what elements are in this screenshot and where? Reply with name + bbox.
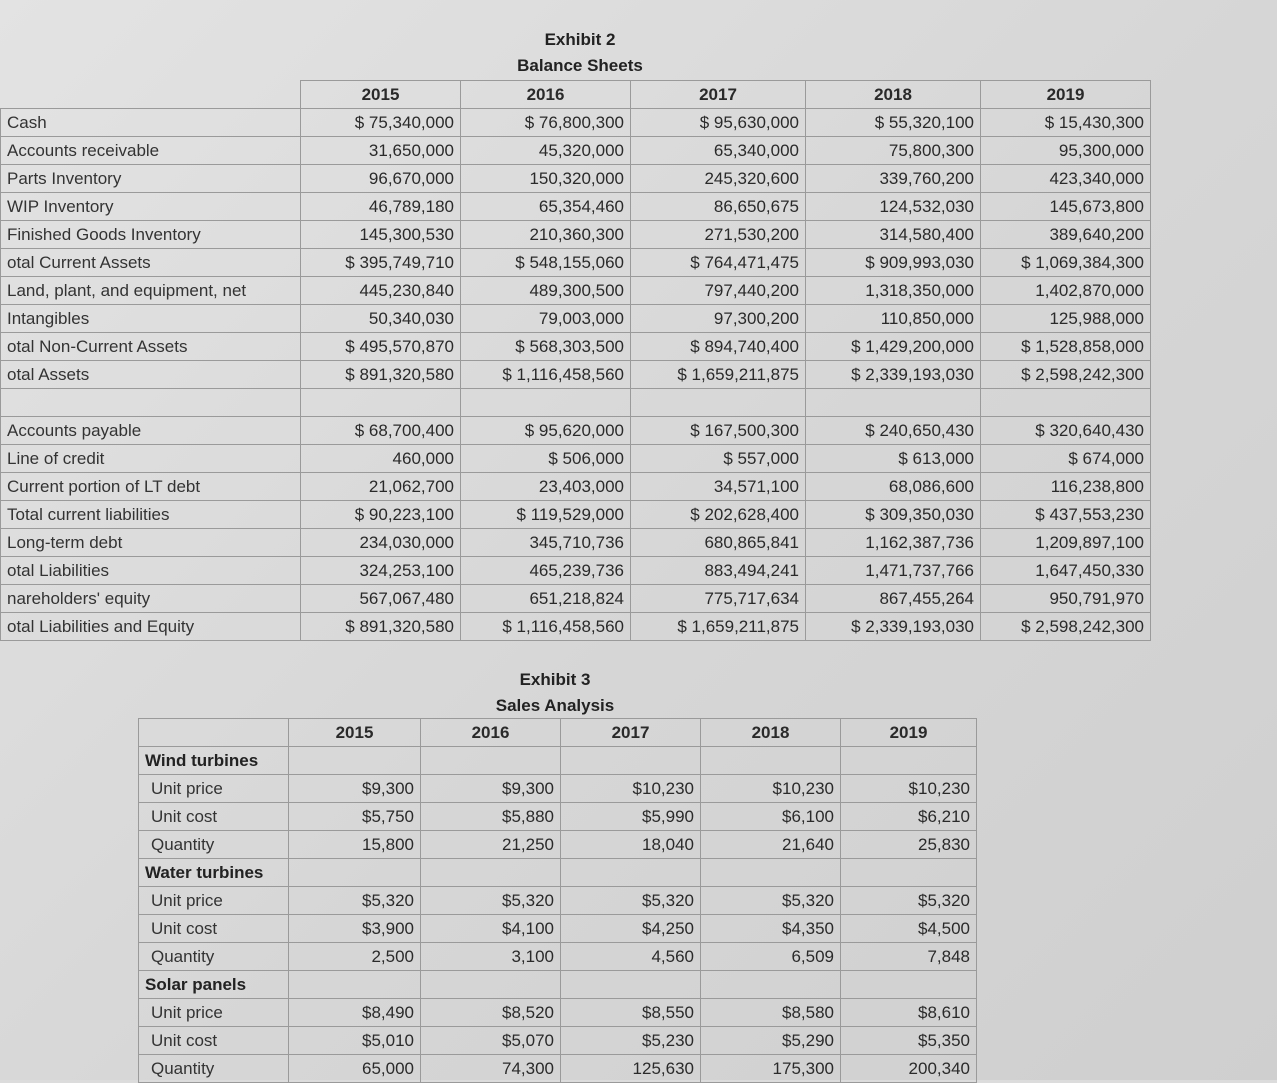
cell-value: 460,000 <box>301 445 461 473</box>
cell-value: $4,500 <box>841 915 977 943</box>
empty-cell <box>421 859 561 887</box>
group-row <box>139 747 977 775</box>
table-row <box>1 361 1151 389</box>
table-row <box>139 999 977 1027</box>
cell-value: $ 1,116,458,560 <box>461 613 631 641</box>
year-header-row <box>139 719 977 747</box>
cell-value: $ 95,620,000 <box>461 417 631 445</box>
row-label: Unit cost <box>139 1027 289 1055</box>
cell-value: 68,086,600 <box>806 473 981 501</box>
cell-value: 145,300,530 <box>301 221 461 249</box>
cell-value: $ 548,155,060 <box>461 249 631 277</box>
cell-value: 389,640,200 <box>981 221 1151 249</box>
cell-value: 21,640 <box>701 831 841 859</box>
cell-value: $ 76,800,300 <box>461 109 631 137</box>
table-row <box>139 1055 977 1083</box>
cell-value: $5,290 <box>701 1027 841 1055</box>
empty-cell <box>421 971 561 999</box>
cell-value: 200,340 <box>841 1055 977 1083</box>
cell-value: 23,403,000 <box>461 473 631 501</box>
empty-cell <box>841 859 977 887</box>
cell-value: $ 240,650,430 <box>806 417 981 445</box>
row-label: Unit cost <box>139 915 289 943</box>
cell-value: $ 395,749,710 <box>301 249 461 277</box>
label-header <box>1 81 301 109</box>
cell-value: 339,760,200 <box>806 165 981 193</box>
cell-value: $ 894,740,400 <box>631 333 806 361</box>
year-header-row <box>1 81 1151 109</box>
cell-value: $ 15,430,300 <box>981 109 1151 137</box>
row-label: Unit price <box>139 775 289 803</box>
cell-value: 1,318,350,000 <box>806 277 981 305</box>
cell-value: 125,988,000 <box>981 305 1151 333</box>
cell-value: 7,848 <box>841 943 977 971</box>
cell-value: $5,320 <box>701 887 841 915</box>
cell-value: 1,647,450,330 <box>981 557 1151 585</box>
group-row <box>139 859 977 887</box>
cell-value: 4,560 <box>561 943 701 971</box>
row-label: Land, plant, and equipment, net <box>1 277 301 305</box>
exhibit2-subtitle: Balance Sheets <box>517 56 643 75</box>
group-row <box>139 971 977 999</box>
table-row <box>1 613 1151 641</box>
group-label: Water turbines <box>139 859 289 887</box>
table-row <box>1 193 1151 221</box>
exhibit2-title: Exhibit 2 <box>544 30 616 49</box>
cell-value: $ 613,000 <box>806 445 981 473</box>
group-label: Wind turbines <box>139 747 289 775</box>
table-row <box>139 943 977 971</box>
year-header-2017: 2017 <box>631 81 806 109</box>
cell-value: 1,402,870,000 <box>981 277 1151 305</box>
cell-value: 1,209,897,100 <box>981 529 1151 557</box>
cell-value: 6,509 <box>701 943 841 971</box>
cell-value: $ 568,303,500 <box>461 333 631 361</box>
row-label: Finished Goods Inventory <box>1 221 301 249</box>
row-label: WIP Inventory <box>1 193 301 221</box>
cell-value: $ 202,628,400 <box>631 501 806 529</box>
year-header-2018: 2018 <box>701 719 841 747</box>
cell-value: $ 1,659,211,875 <box>631 361 806 389</box>
row-label: Line of credit <box>1 445 301 473</box>
cell-value: $ 1,429,200,000 <box>806 333 981 361</box>
cell-value: 324,253,100 <box>301 557 461 585</box>
row-label: Quantity <box>139 831 289 859</box>
empty-cell <box>701 859 841 887</box>
cell-value: 18,040 <box>561 831 701 859</box>
section-spacer <box>1 389 1151 417</box>
row-label: Parts Inventory <box>1 165 301 193</box>
row-label: Quantity <box>139 943 289 971</box>
cell-value: $ 167,500,300 <box>631 417 806 445</box>
cell-value: 74,300 <box>421 1055 561 1083</box>
cell-value: 110,850,000 <box>806 305 981 333</box>
cell-value: $ 909,993,030 <box>806 249 981 277</box>
cell-value: 65,354,460 <box>461 193 631 221</box>
cell-value: $ 55,320,100 <box>806 109 981 137</box>
cell-value: $9,300 <box>289 775 421 803</box>
cell-value: 79,003,000 <box>461 305 631 333</box>
cell-value: $8,520 <box>421 999 561 1027</box>
table-row <box>1 585 1151 613</box>
cell-value: $5,990 <box>561 803 701 831</box>
cell-value: $5,880 <box>421 803 561 831</box>
sales-analysis-table <box>138 718 977 1083</box>
cell-value: $ 309,350,030 <box>806 501 981 529</box>
cell-value: 345,710,736 <box>461 529 631 557</box>
cell-value: 145,673,800 <box>981 193 1151 221</box>
cell-value: 65,340,000 <box>631 137 806 165</box>
cell-value: 797,440,200 <box>631 277 806 305</box>
cell-value: 21,250 <box>421 831 561 859</box>
empty-cell <box>701 971 841 999</box>
cell-value: 465,239,736 <box>461 557 631 585</box>
cell-value: 234,030,000 <box>301 529 461 557</box>
cell-value: $6,100 <box>701 803 841 831</box>
exhibit3-subtitle: Sales Analysis <box>495 696 615 715</box>
cell-value: $4,350 <box>701 915 841 943</box>
cell-value: $ 891,320,580 <box>301 613 461 641</box>
cell-value: 75,800,300 <box>806 137 981 165</box>
table-row <box>139 915 977 943</box>
cell-value: $ 1,116,458,560 <box>461 361 631 389</box>
cell-value: $8,550 <box>561 999 701 1027</box>
row-label: Intangibles <box>1 305 301 333</box>
cell-value: $ 506,000 <box>461 445 631 473</box>
cell-value: 271,530,200 <box>631 221 806 249</box>
cell-value: $ 764,471,475 <box>631 249 806 277</box>
table-row <box>1 501 1151 529</box>
cell-value: 3,100 <box>421 943 561 971</box>
cell-value: $10,230 <box>841 775 977 803</box>
empty-cell <box>289 971 421 999</box>
cell-value: $5,320 <box>421 887 561 915</box>
table-row <box>1 417 1151 445</box>
row-label: Long-term debt <box>1 529 301 557</box>
cell-value: $5,320 <box>289 887 421 915</box>
cell-value: 116,238,800 <box>981 473 1151 501</box>
cell-value: $5,320 <box>561 887 701 915</box>
cell-value: $8,580 <box>701 999 841 1027</box>
year-header-2016: 2016 <box>461 81 631 109</box>
cell-value: 883,494,241 <box>631 557 806 585</box>
cell-value: 445,230,840 <box>301 277 461 305</box>
cell-value: 25,830 <box>841 831 977 859</box>
cell-value: $5,070 <box>421 1027 561 1055</box>
cell-value: $ 1,528,858,000 <box>981 333 1151 361</box>
table-row <box>1 249 1151 277</box>
cell-value: $ 674,000 <box>981 445 1151 473</box>
cell-value: $ 119,529,000 <box>461 501 631 529</box>
balance-sheet-table <box>0 80 1151 641</box>
table-row <box>139 775 977 803</box>
cell-value: 150,320,000 <box>461 165 631 193</box>
row-label: otal Liabilities and Equity <box>1 613 301 641</box>
cell-value: $ 2,339,193,030 <box>806 361 981 389</box>
table-row <box>1 221 1151 249</box>
cell-value: $ 2,598,242,300 <box>981 361 1151 389</box>
cell-value: 489,300,500 <box>461 277 631 305</box>
empty-cell <box>561 859 701 887</box>
empty-cell <box>421 747 561 775</box>
year-header-2015: 2015 <box>301 81 461 109</box>
table-row <box>1 445 1151 473</box>
cell-value: $10,230 <box>561 775 701 803</box>
cell-value: 65,000 <box>289 1055 421 1083</box>
cell-value: $ 437,553,230 <box>981 501 1151 529</box>
cell-value: 1,471,737,766 <box>806 557 981 585</box>
row-label: Unit cost <box>139 803 289 831</box>
cell-value: $ 2,598,242,300 <box>981 613 1151 641</box>
table-row <box>1 557 1151 585</box>
cell-value: 651,218,824 <box>461 585 631 613</box>
cell-value: $4,250 <box>561 915 701 943</box>
cell-value: $ 75,340,000 <box>301 109 461 137</box>
cell-value: 867,455,264 <box>806 585 981 613</box>
table-row <box>139 1027 977 1055</box>
cell-value: $4,100 <box>421 915 561 943</box>
cell-value: 86,650,675 <box>631 193 806 221</box>
cell-value: $8,490 <box>289 999 421 1027</box>
empty-cell <box>561 971 701 999</box>
year-header-2019: 2019 <box>981 81 1151 109</box>
year-header-2018: 2018 <box>806 81 981 109</box>
row-label: Unit price <box>139 887 289 915</box>
cell-value: $ 557,000 <box>631 445 806 473</box>
table-row <box>139 831 977 859</box>
cell-value: $ 891,320,580 <box>301 361 461 389</box>
cell-value: 950,791,970 <box>981 585 1151 613</box>
cell-value: $5,350 <box>841 1027 977 1055</box>
cell-value: $ 320,640,430 <box>981 417 1151 445</box>
empty-cell <box>289 747 421 775</box>
cell-value: $5,230 <box>561 1027 701 1055</box>
cell-value: 96,670,000 <box>301 165 461 193</box>
row-label: otal Liabilities <box>1 557 301 585</box>
cell-value: 50,340,030 <box>301 305 461 333</box>
cell-value: $9,300 <box>421 775 561 803</box>
cell-value: 45,320,000 <box>461 137 631 165</box>
cell-value: 95,300,000 <box>981 137 1151 165</box>
cell-value: 175,300 <box>701 1055 841 1083</box>
year-header-2016: 2016 <box>421 719 561 747</box>
cell-value: 775,717,634 <box>631 585 806 613</box>
cell-value: $ 68,700,400 <box>301 417 461 445</box>
cell-value: $6,210 <box>841 803 977 831</box>
cell-value: 34,571,100 <box>631 473 806 501</box>
empty-cell <box>289 859 421 887</box>
table-row <box>1 333 1151 361</box>
table-row <box>1 277 1151 305</box>
cell-value: $ 95,630,000 <box>631 109 806 137</box>
cell-value: $3,900 <box>289 915 421 943</box>
cell-value: $ 90,223,100 <box>301 501 461 529</box>
table-row <box>139 803 977 831</box>
row-label: nareholders' equity <box>1 585 301 613</box>
cell-value: $10,230 <box>701 775 841 803</box>
row-label: otal Non-Current Assets <box>1 333 301 361</box>
cell-value: 314,580,400 <box>806 221 981 249</box>
table-row <box>1 109 1151 137</box>
cell-value: 567,067,480 <box>301 585 461 613</box>
year-header-2017: 2017 <box>561 719 701 747</box>
empty-cell <box>841 971 977 999</box>
cell-value: $ 1,069,384,300 <box>981 249 1151 277</box>
cell-value: $5,750 <box>289 803 421 831</box>
cell-value: 31,650,000 <box>301 137 461 165</box>
cell-value: 680,865,841 <box>631 529 806 557</box>
table-row <box>1 473 1151 501</box>
group-label: Solar panels <box>139 971 289 999</box>
row-label: Unit price <box>139 999 289 1027</box>
label-header <box>139 719 289 747</box>
exhibit3-title: Exhibit 3 <box>519 670 591 689</box>
row-label: Accounts payable <box>1 417 301 445</box>
cell-value: $5,010 <box>289 1027 421 1055</box>
row-label: Cash <box>1 109 301 137</box>
table-row <box>1 529 1151 557</box>
row-label: Quantity <box>139 1055 289 1083</box>
cell-value: 21,062,700 <box>301 473 461 501</box>
year-header-2019: 2019 <box>841 719 977 747</box>
cell-value: 2,500 <box>289 943 421 971</box>
table-row <box>1 137 1151 165</box>
year-header-2015: 2015 <box>289 719 421 747</box>
cell-value: 124,532,030 <box>806 193 981 221</box>
cell-value: $5,320 <box>841 887 977 915</box>
table-row <box>1 305 1151 333</box>
row-label: Total current liabilities <box>1 501 301 529</box>
cell-value: 423,340,000 <box>981 165 1151 193</box>
empty-cell <box>561 747 701 775</box>
cell-value: 15,800 <box>289 831 421 859</box>
cell-value: 97,300,200 <box>631 305 806 333</box>
cell-value: 210,360,300 <box>461 221 631 249</box>
cell-value: 1,162,387,736 <box>806 529 981 557</box>
cell-value: 46,789,180 <box>301 193 461 221</box>
empty-cell <box>701 747 841 775</box>
cell-value: 125,630 <box>561 1055 701 1083</box>
cell-value: $8,610 <box>841 999 977 1027</box>
cell-value: $ 495,570,870 <box>301 333 461 361</box>
row-label: otal Current Assets <box>1 249 301 277</box>
row-label: otal Assets <box>1 361 301 389</box>
empty-cell <box>841 747 977 775</box>
table-row <box>1 165 1151 193</box>
table-row <box>139 887 977 915</box>
row-label: Accounts receivable <box>1 137 301 165</box>
row-label: Current portion of LT debt <box>1 473 301 501</box>
cell-value: 245,320,600 <box>631 165 806 193</box>
cell-value: $ 2,339,193,030 <box>806 613 981 641</box>
cell-value: $ 1,659,211,875 <box>631 613 806 641</box>
